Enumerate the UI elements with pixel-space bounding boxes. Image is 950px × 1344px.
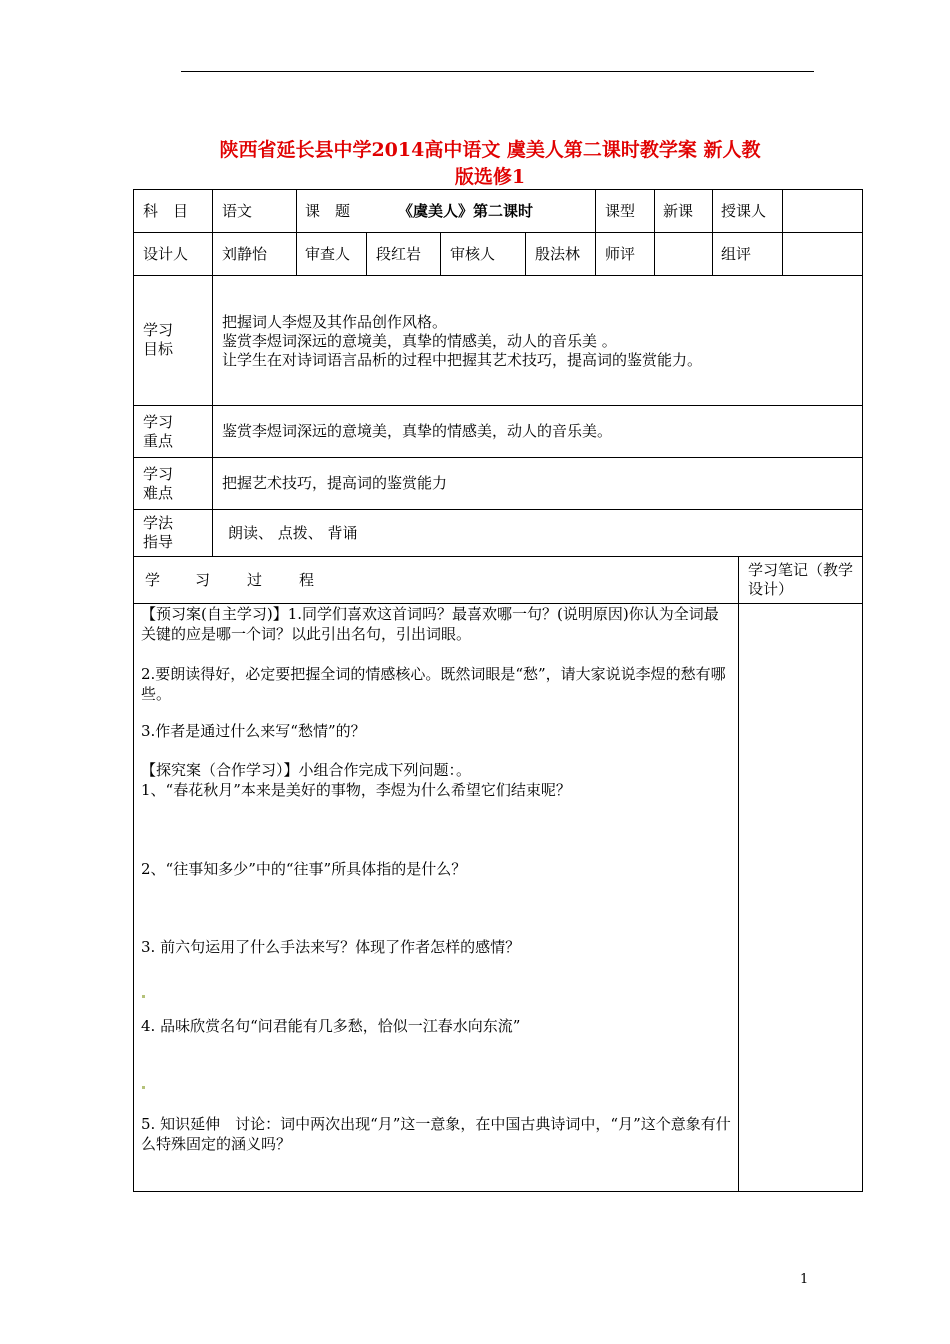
topic-value: 《虞美人》第二课时 xyxy=(398,201,534,220)
title-line-2: 版选修1 xyxy=(454,166,526,188)
type-label: 课型 xyxy=(605,201,636,220)
methods-label: 学法 指导 xyxy=(143,514,174,551)
goal-item: 让学生在对诗词语言品析的过程中把握其艺术技巧，提高词的鉴赏能力。 xyxy=(222,351,703,369)
group-review-value xyxy=(790,233,860,275)
difficulties-label: 学习 难点 xyxy=(143,465,174,502)
explore-question-1: 1、“春花秋月”本来是美好的事物，李煜为什么希望它们结束呢？ xyxy=(141,781,571,799)
notes-header: 学习笔记（教学设计） xyxy=(748,561,854,598)
preview-question-2: 2.要朗读得好，必定要把握全词的情感核心。既然词眼是“愁”，请大家说说李煜的愁有哪些。 xyxy=(141,665,726,703)
goals-list xyxy=(222,313,852,370)
document-title xyxy=(150,137,830,191)
header-rule xyxy=(181,71,814,72)
reviewer-label: 审查人 xyxy=(305,244,351,263)
subject-value: 语文 xyxy=(222,201,253,220)
title-line-1: 陕西省延长县中学2014高中语文 虞美人第二课时教学案 新人教 xyxy=(219,139,761,161)
goal-item: 把握词人李煜及其作品创作风格。 xyxy=(222,313,448,331)
stray-mark xyxy=(142,995,145,998)
page-number: 1 xyxy=(800,1272,809,1287)
subject-label: 科 目 xyxy=(143,201,189,220)
preview-question-3: 3.作者是通过什么来写“愁情”的？ xyxy=(141,722,366,740)
explore-question-4: 4. 品味欣赏名句“问君能有几多愁，恰似一江春水向东流” xyxy=(141,1017,521,1035)
teacher-label: 授课人 xyxy=(721,201,767,220)
explore-intro: 【探究案（合作学习）】小组合作完成下列问题：。 xyxy=(141,761,472,779)
stray-mark xyxy=(142,1086,145,1089)
key-points-text: 鉴赏李煜词深远的意境美，真挚的情感美，动人的音乐美。 xyxy=(222,422,613,440)
explore-question-3: 3. 前六句运用了什么手法来写？体现了作者怎样的感情？ xyxy=(141,938,521,956)
teacher-review-value xyxy=(663,233,711,275)
explore-question-5: 5. 知识延伸 讨论：词中两次出现“月”这一意象，在中国古典诗词中，“月”这个意象有什么特殊固定的涵义吗？ xyxy=(141,1115,731,1153)
checker-label: 审核人 xyxy=(450,244,496,263)
designer-value: 刘静怡 xyxy=(222,244,268,263)
process-header: 学 习 过 程 xyxy=(145,571,315,589)
goal-item: 鉴赏李煜词深远的意境美，真挚的情感美，动人的音乐美 。 xyxy=(222,332,617,350)
teacher-review-label: 师评 xyxy=(605,244,636,263)
group-review-label: 组评 xyxy=(721,244,752,263)
preview-question-1: 【预习案(自主学习)】1.同学们喜欢这首词吗？最喜欢哪一句？(说明原因)你认为全词最关键的应是哪一个词？以此引出名句，引出词眼。 xyxy=(141,605,719,643)
reviewer-value: 段红岩 xyxy=(376,244,422,263)
key-points-label: 学习 重点 xyxy=(143,413,174,450)
teacher-value xyxy=(790,190,860,232)
type-value: 新课 xyxy=(663,201,694,220)
difficulties-text: 把握艺术技巧，提高词的鉴赏能力 xyxy=(222,474,448,492)
methods-text: 朗读、 点拨、 背诵 xyxy=(228,523,358,542)
designer-label: 设计人 xyxy=(143,244,189,263)
goals-label: 学习 目标 xyxy=(143,321,174,358)
explore-question-2: 2、“往事知多少”中的“往事”所具体指的是什么？ xyxy=(141,860,467,878)
topic-label: 课 题 xyxy=(305,201,351,220)
checker-value: 殷法林 xyxy=(535,244,581,263)
